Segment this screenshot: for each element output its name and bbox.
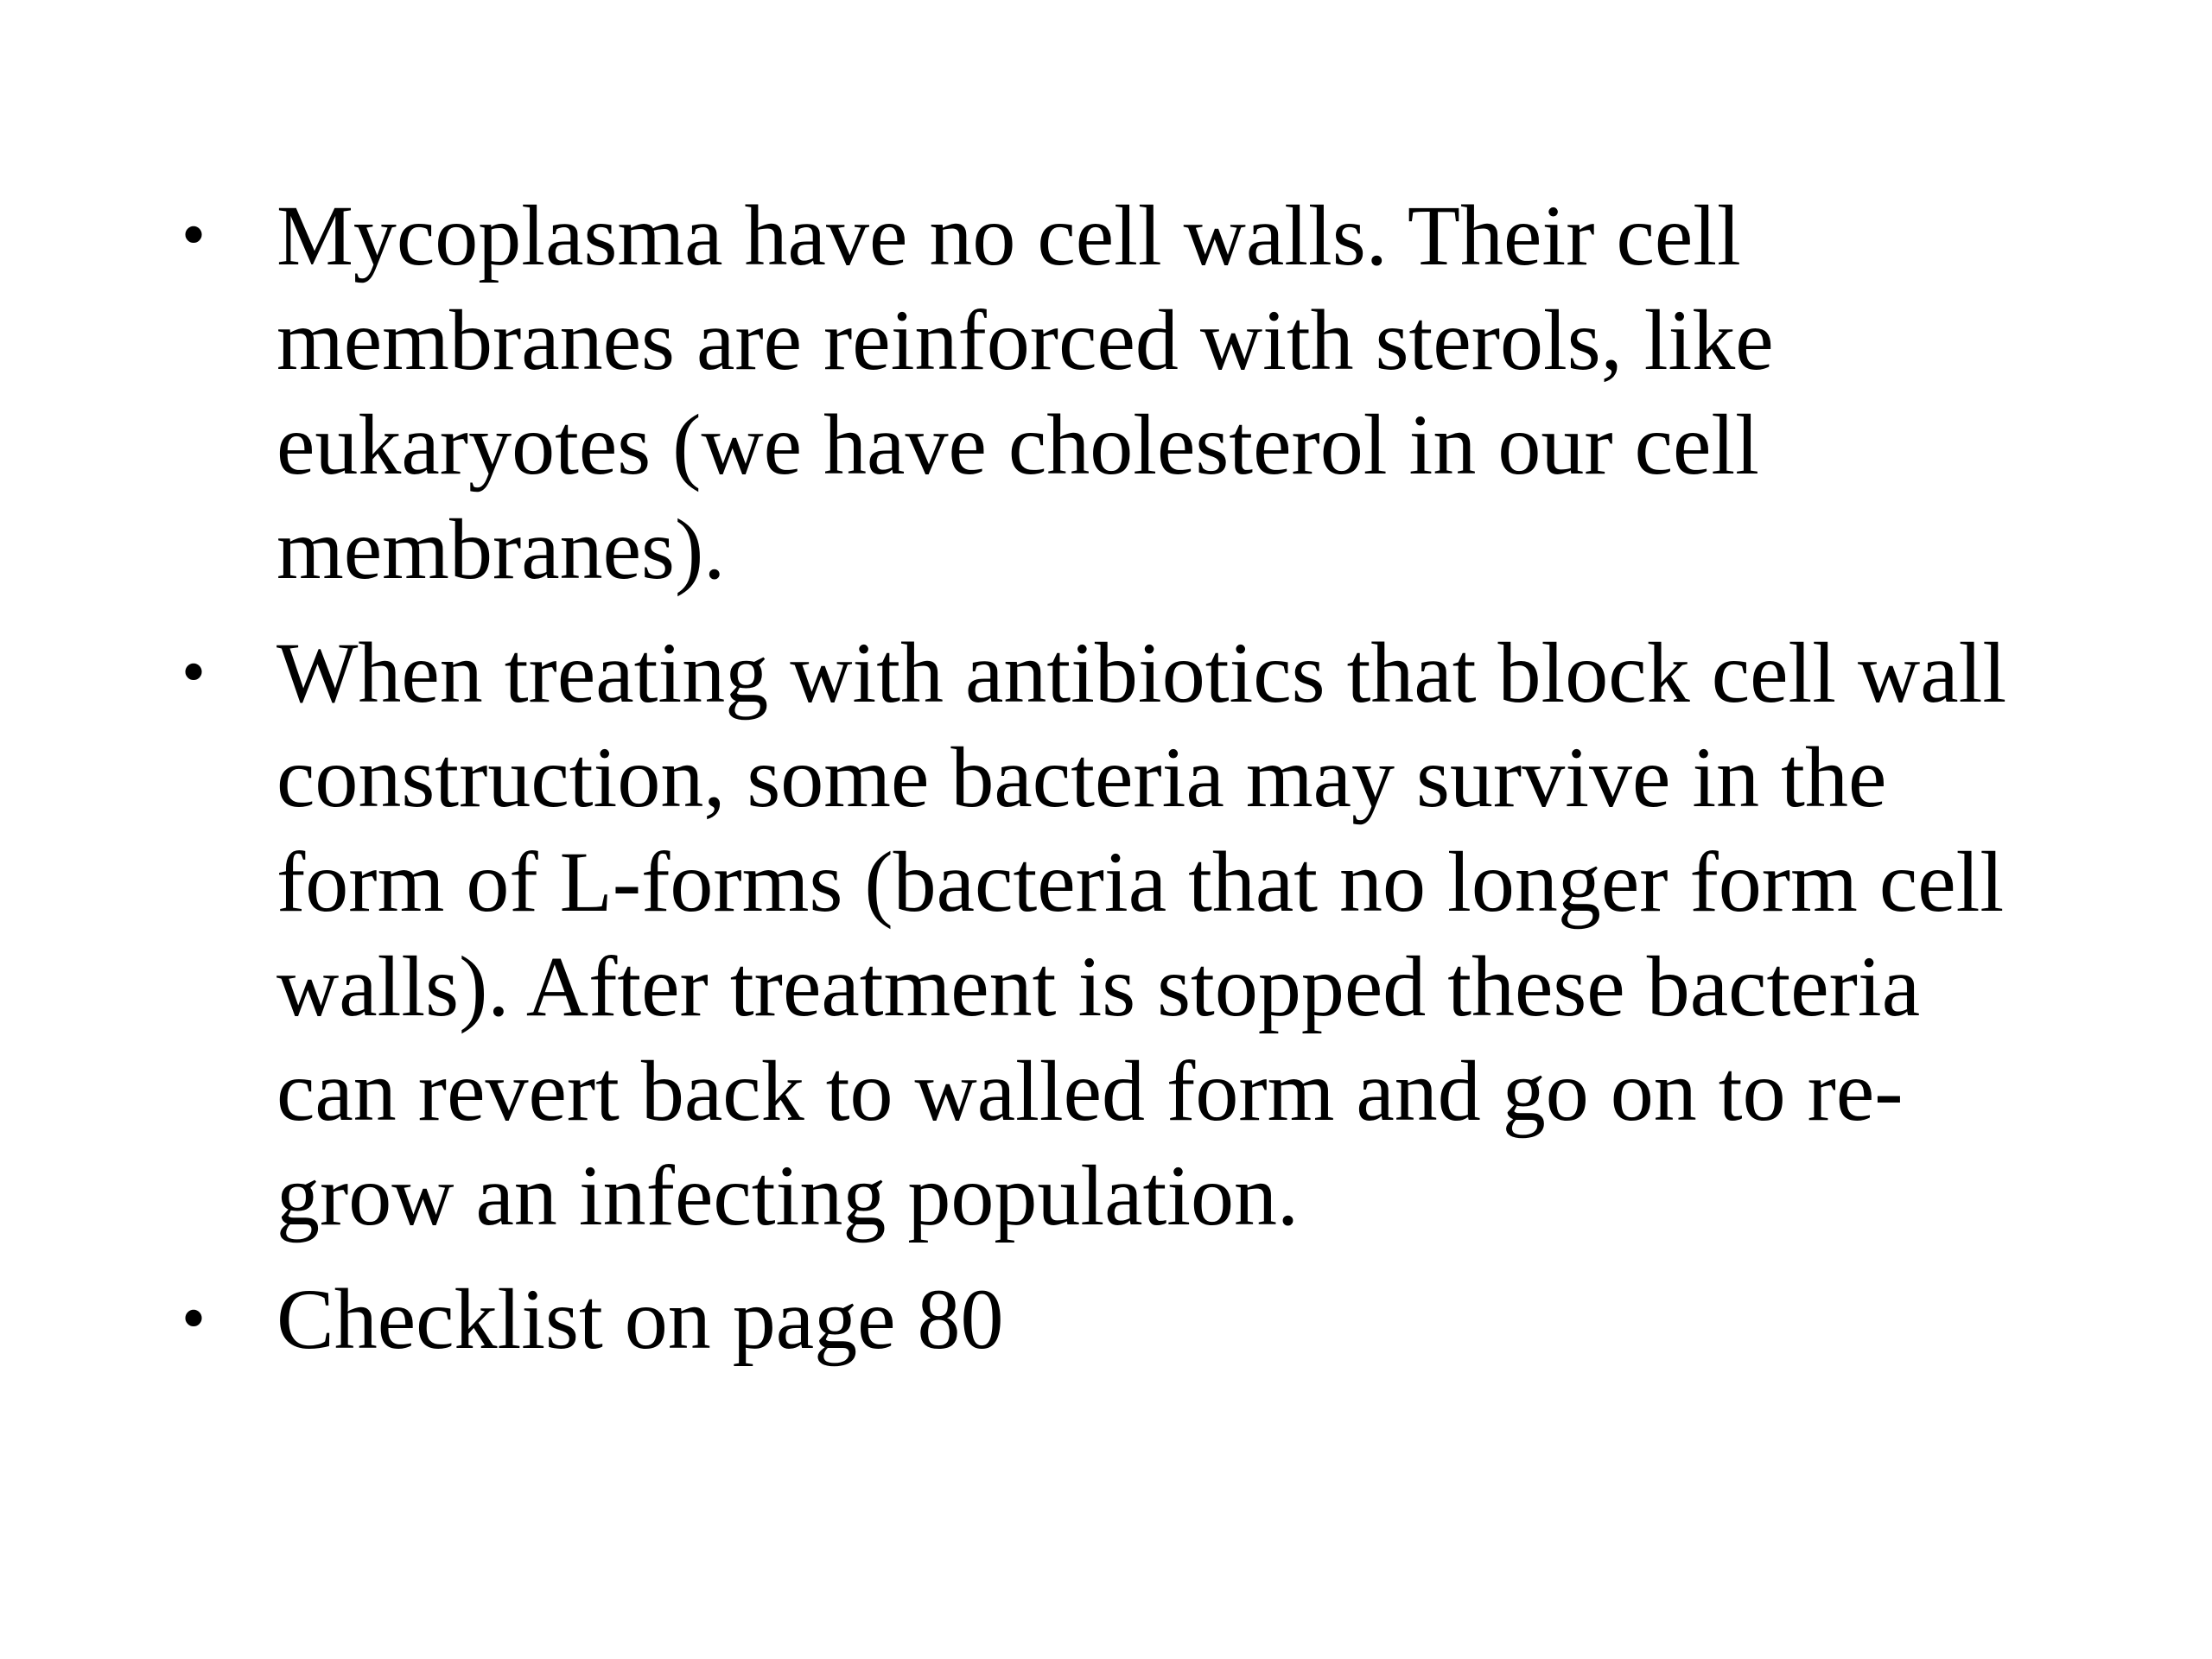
bullet-icon: • <box>181 197 207 273</box>
text-line: eukaryotes (we have cholesterol in our cell <box>276 397 1759 493</box>
bullet-list <box>181 183 2039 1390</box>
text-line: When treating with antibiotics that block cell wall <box>276 625 2007 721</box>
text-line: membranes). <box>276 501 726 597</box>
bullet-item-checklist <box>181 1267 2039 1371</box>
bullet-icon: • <box>181 634 207 710</box>
bullet-item-mycoplasma <box>181 183 2039 601</box>
text-line: can revert back to walled form and go on to re- <box>276 1043 1904 1139</box>
bullet-icon: • <box>181 1281 207 1357</box>
text-line: construction, some bacteria may survive in the <box>276 729 1887 825</box>
text-line: membranes are reinforced with sterols, like <box>276 292 1774 388</box>
bullet-item-l-forms <box>181 620 2039 1248</box>
text-line: form of L-forms (bacteria that no longer form cell <box>276 834 2005 930</box>
text-line: Checklist on page 80 <box>276 1271 1004 1367</box>
text-line: walls). After treatment is stopped these bacteria <box>276 938 1921 1034</box>
text-line: grow an infecting population. <box>276 1147 1300 1243</box>
text-line: Mycoplasma have no cell walls. Their cell <box>276 188 1741 283</box>
